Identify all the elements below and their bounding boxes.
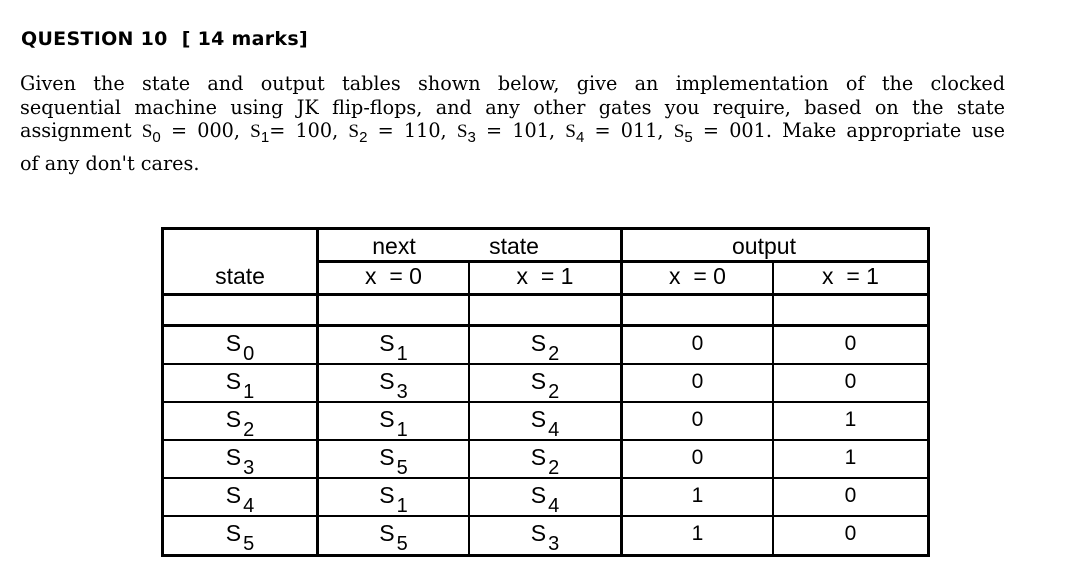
question-line-3: assignment $S_0 = 000$, $S_1= 100$, $S_2 = 110$, $S_3 = 101$, $S_4 = 011$, $S_5 = 001$. Make appropriate use (20, 119, 1006, 146)
row-next-x1: S $_3$ (530, 520, 560, 555)
row-next-x0: S $_5$ (379, 520, 408, 555)
row-output-x0: 0 (691, 370, 704, 393)
state-assignment: $S_5 = 001$. (673, 119, 772, 146)
table-rule (164, 293, 927, 296)
state-assignment: $S_1= 100$, (250, 119, 349, 146)
row-output-x0: 1 (691, 484, 704, 507)
question-marks: [ 14 marks] (181, 28, 308, 50)
row-state: S $_5$ (225, 520, 255, 555)
row-output-x0: 0 (691, 446, 704, 469)
table-rule (164, 515, 927, 517)
row-next-x0: S $_1$ (379, 330, 408, 365)
row-next-x0: S $_1$ (379, 406, 408, 441)
row-next-x0: S $_1$ (379, 482, 408, 517)
question-heading (21, 28, 308, 50)
question-number: QUESTION 10 (21, 28, 168, 50)
row-next-x1: S $_4$ (530, 406, 560, 441)
state-assignment: $S_4 = 011$, (565, 119, 674, 146)
row-state: S $_1$ (225, 368, 255, 403)
question-line-4: of any don't cares. (20, 151, 200, 175)
table-rule (164, 324, 927, 327)
row-state: S $_4$ (225, 482, 255, 517)
row-next-x0: S $_3$ (379, 368, 408, 403)
row-next-x0: S $_5$ (379, 444, 408, 479)
column-header-output-x1: x = 1 (822, 263, 879, 289)
row-state: S $_0$ (225, 330, 255, 365)
column-header-output-x0: x = 0 (669, 263, 726, 289)
column-header-next-x0: x = 0 (365, 263, 422, 289)
question-line-1: Given the state and output tables shown below, give an implementation of the clocked (20, 72, 1005, 95)
header-next: next (372, 233, 416, 259)
state-output-table (161, 227, 930, 557)
row-next-x1: S $_2$ (530, 368, 560, 403)
row-state: S $_2$ (225, 406, 255, 441)
state-assignment: $S_2 = 110$, (348, 119, 457, 146)
state-assignment: $S_0 = 000$, (141, 119, 251, 146)
column-header-state: state (215, 263, 265, 289)
table-rule (164, 363, 927, 365)
table-rule (164, 477, 927, 479)
row-output-x0: 0 (691, 408, 704, 431)
row-output-x0: 0 (691, 332, 704, 355)
column-header-next-x1: x = 1 (516, 263, 574, 289)
question-line-2: sequential machine using JK flip-flops, and any other gates you require, based on the state (20, 95, 1005, 119)
row-output-x1: 0 (844, 370, 857, 393)
row-state: S $_3$ (225, 444, 255, 479)
row-output-x1: 0 (844, 332, 857, 355)
question-text (20, 72, 1005, 175)
header-state: state (489, 233, 539, 259)
row-output-x1: 1 (844, 446, 857, 469)
row-output-x1: 0 (844, 484, 857, 507)
row-output-x0: 1 (691, 522, 704, 545)
header-output: output (732, 233, 796, 259)
row-next-x1: S $_2$ (530, 330, 560, 365)
row-output-x1: 0 (844, 522, 857, 545)
row-next-x1: S $_4$ (530, 482, 560, 517)
row-next-x1: S $_2$ (530, 444, 560, 479)
table-rule (164, 439, 927, 441)
table-rule (164, 401, 927, 403)
state-assignment: $S_3 = 101$, (456, 119, 566, 146)
row-output-x1: 1 (844, 408, 857, 431)
